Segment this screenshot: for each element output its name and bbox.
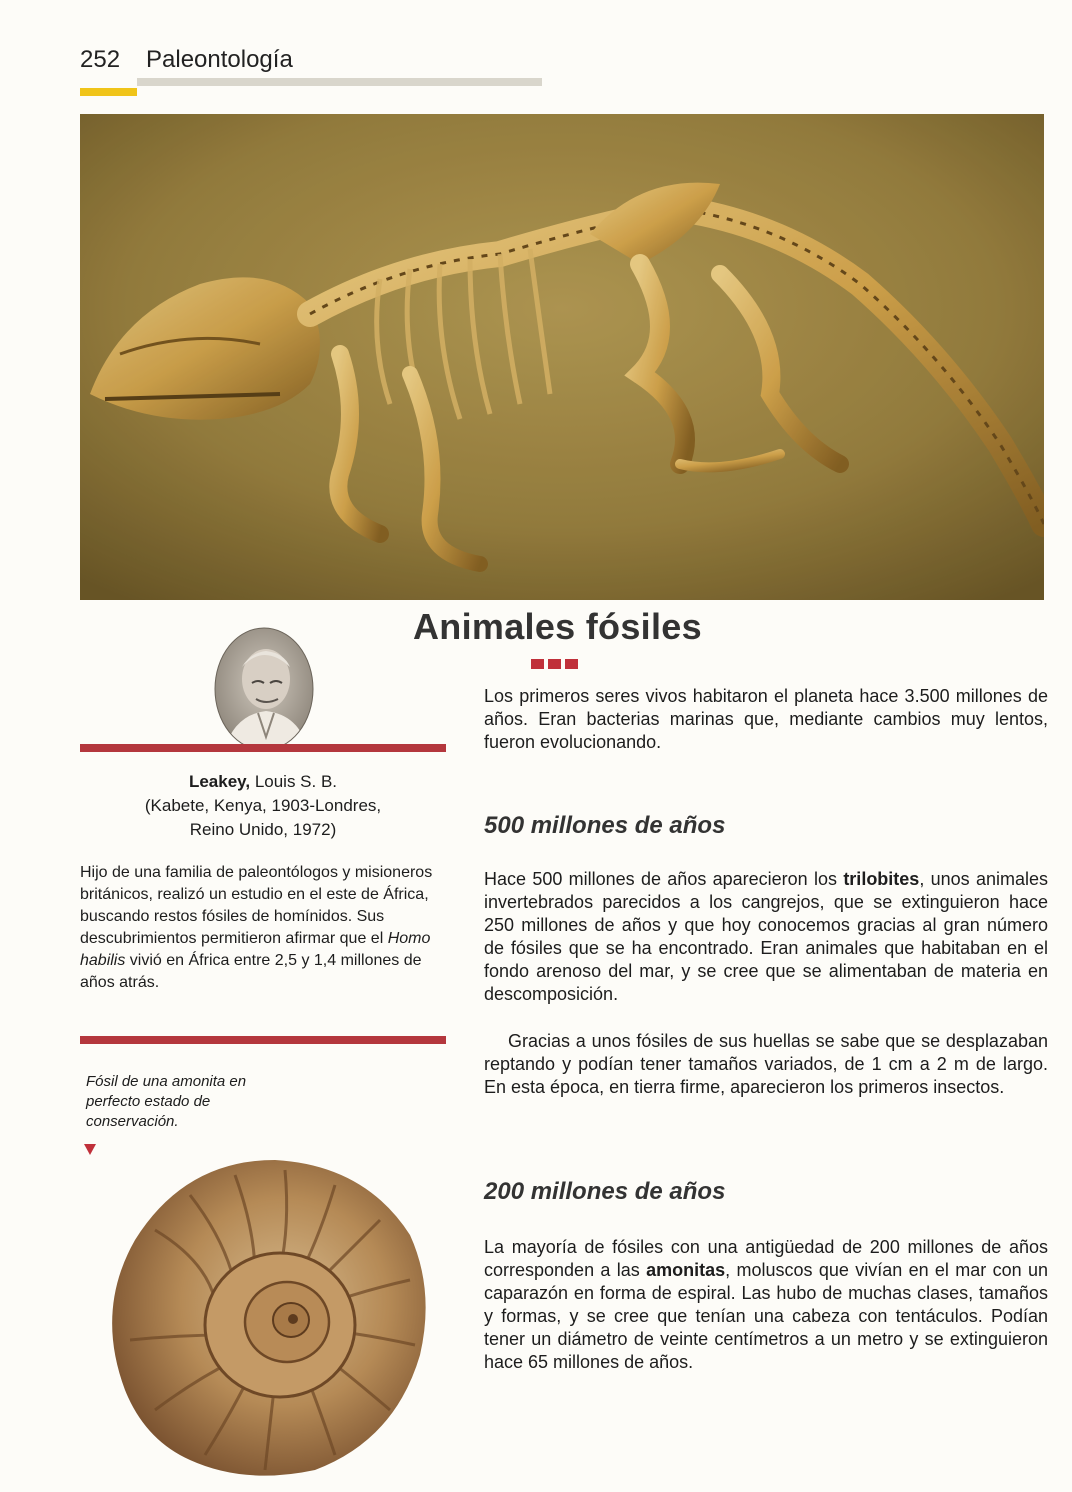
bio-text-italic: Homo habilis (80, 930, 431, 969)
fossil-skeleton-image (80, 114, 1044, 600)
trilobites-paragraph-2 (484, 1030, 1048, 1099)
text-part: , unos animales invertebrados parecidos a los cangrejos, que se extinguieron hace 250 millones de años y que hoy conocemos gracias al gran número de fósiles que se ha encontrado. Eran animales que habitaban en el fondo arenoso del mar, y se cree que se alimentaban de materia en descomposición. (484, 869, 1048, 1004)
leakey-portrait-image (214, 627, 314, 751)
header-rule-gray (137, 78, 542, 86)
bio-birthplace: (Kabete, Kenya, 1903-Londres, (144, 796, 382, 815)
text-part: Hace 500 millones de años aparecieron los (484, 869, 844, 889)
bio-given-name: Louis S. B. (250, 772, 338, 791)
ammonite-fossil-image (95, 1140, 435, 1485)
article-title: Animales fósiles (413, 606, 702, 647)
page-number: 252 (80, 46, 121, 73)
bio-text-part: Hijo de una familia de paleontólogos y misioneros británicos, realizó un estudio en el este de África, buscando restos fósiles de homínidos. Sus descubrimientos permitieron afirmar que el (80, 864, 433, 947)
bio-heading (80, 770, 446, 842)
bio-text (80, 862, 450, 994)
sidebar-rule-top (80, 744, 446, 752)
term-trilobites: trilobites (843, 869, 920, 889)
amonitas-paragraph (484, 1236, 1048, 1374)
heading-200-millones: 200 millones de años (484, 1178, 726, 1205)
bio-surname: Leakey, (188, 772, 251, 791)
trilobites-paragraph (484, 868, 1048, 1006)
text-part: , moluscos que vivían en el mar con un caparazón en forma de espiral. Las hubo de muchas clases, tamaños y formas, y se cree que tenían una cabeza con tentáculos. Podían tener un diámetro de veinte centímetros a un metro y se extinguieron hace 65 millones de años. (484, 1260, 1048, 1372)
text-part: La mayoría de fósiles con una antigüedad de 200 millones de años corresponden a las (484, 1237, 1048, 1280)
text-part: Gracias a unos fósiles de sus huellas se sabe que se desplazaban reptando y podían tener tamaños variados, de 1 cm a 2 m de largo. En esta época, en tierra firme, aparecieron los primeros insectos. (484, 1031, 1048, 1097)
ammonite-caption: Fósil de una amonita en perfecto estado de conservación. (86, 1073, 247, 1130)
intro-paragraph: Los primeros seres vivos habitaron el planeta hace 3.500 millones de años. Eran bacterias marinas que, mediante cambios muy lentos, fueron evolucionando. (484, 686, 1048, 752)
term-amonitas: amonitas (646, 1260, 726, 1280)
header-rule-yellow (80, 88, 137, 96)
section-title: Paleontología (146, 46, 293, 73)
bio-text-part: vivió en África entre 2,5 y 1,4 millones de años atrás. (80, 952, 422, 991)
sidebar-rule-bottom (80, 1036, 446, 1044)
bio-deathplace: Reino Unido, 1972) (189, 820, 337, 839)
title-ornament (531, 656, 582, 674)
heading-500-millones: 500 millones de años (484, 812, 726, 839)
